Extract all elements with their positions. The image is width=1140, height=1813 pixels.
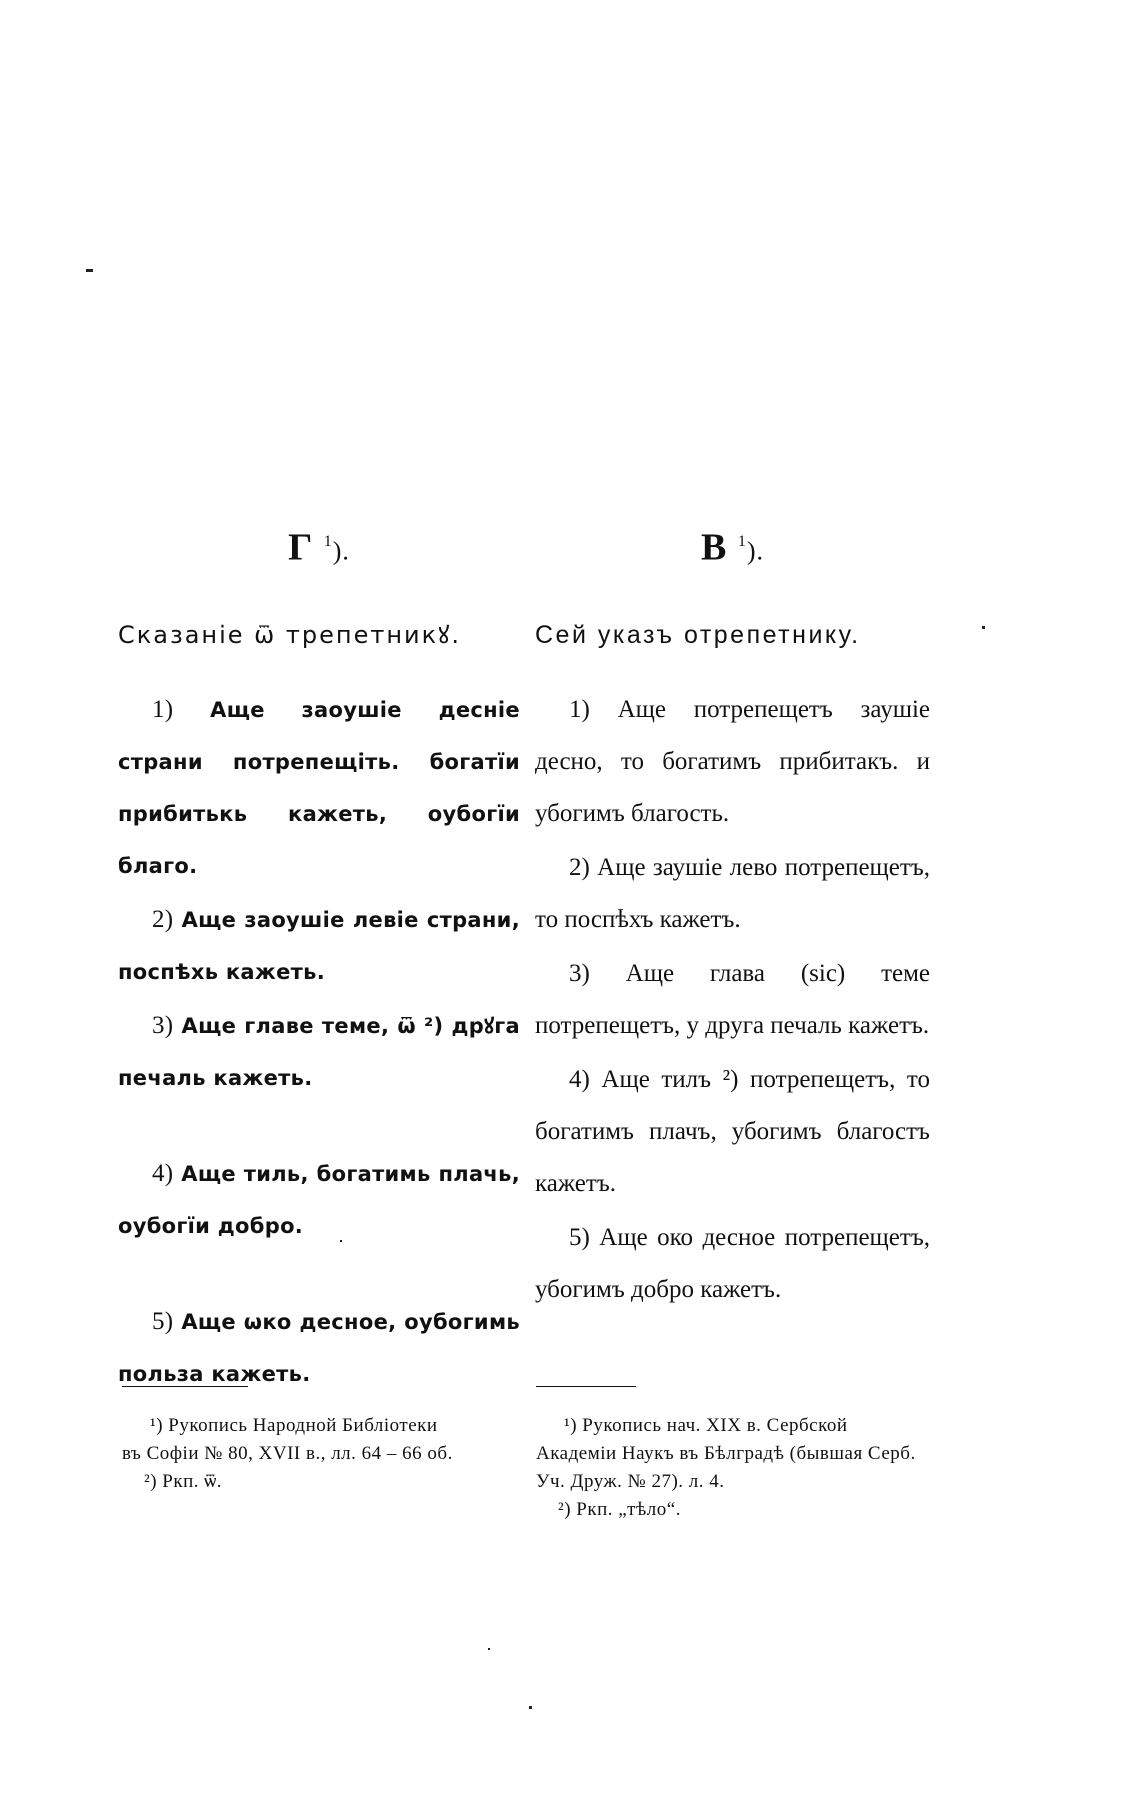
left-column	[118, 520, 520, 1400]
left-heading-paren: ).	[332, 536, 350, 566]
left-entry-3	[118, 1000, 520, 1104]
entry-text: Аще потрепещетъ заушіе десно, то богатимъ прибитакъ. и убогимъ благость.	[535, 696, 931, 827]
right-entry-2	[535, 842, 930, 946]
entry-text: Аще заоушіе десніе страни потрепещіть. богатїи прибитькь кажеть, оубогїи благо.	[118, 698, 520, 878]
entry-number: 2)	[152, 906, 174, 933]
right-entry-3	[535, 948, 930, 1052]
entry-number: 3)	[152, 1012, 174, 1039]
entry-number: 2)	[569, 854, 590, 881]
right-entry-5	[535, 1212, 930, 1316]
left-title: Сказаніе ѿ трепетникꙋ.	[118, 621, 461, 649]
left-entry-4	[118, 1148, 520, 1252]
scan-speck	[86, 269, 93, 272]
footnote-line: ²) Ркп. „тѣло“.	[558, 1499, 681, 1520]
footnote-line: ¹) Рукопись нач. XIX в. Сербской	[564, 1415, 848, 1436]
left-footnote-rule	[122, 1386, 248, 1387]
entry-text: Аще тилъ ²) потрепещетъ, то богатимъ плачъ, убогимъ благостъ кажетъ.	[535, 1066, 931, 1197]
right-footnotes	[536, 1412, 928, 1524]
right-heading-letter: В	[700, 526, 728, 569]
right-footnote-rule	[536, 1386, 636, 1387]
right-entry-1	[535, 684, 930, 840]
left-heading-letter: Г	[288, 526, 314, 569]
left-column-heading	[118, 520, 520, 569]
scan-speck	[529, 1706, 532, 1709]
left-entry-1	[118, 684, 520, 892]
left-heading-footnote-mark: 1	[323, 533, 333, 550]
entry-number: 1)	[152, 696, 174, 723]
right-column-heading	[535, 520, 930, 569]
entry-text: Аще заушіе лево потрепещетъ, то поспѣхъ кажетъ.	[535, 854, 931, 933]
right-column	[535, 520, 930, 1316]
right-title: Сей указъ отрепетнику.	[535, 621, 861, 649]
right-heading-paren: ).	[746, 536, 765, 566]
entry-text: Аще глава (sic) теме потрепещетъ, у друга печаль кажетъ.	[535, 960, 931, 1039]
entry-text: Аще главе теме, ѿ ²) дрꙋга печаль кажеть.	[118, 1014, 520, 1090]
right-entry-4	[535, 1054, 930, 1210]
right-heading-footnote-mark: 1	[737, 533, 747, 550]
entry-text: Аще ѡко десное, оубогимь польза кажеть.	[118, 1310, 520, 1386]
footnote-line: Академіи Наукъ въ Бѣлградѣ (бывшая Серб. Уч. Друж. № 27). л. 4.	[536, 1443, 916, 1492]
entry-text: Аще тиль, богатимь плачь, оубогїи добро.	[118, 1162, 520, 1238]
entry-text: Аще око десное потрепещетъ, убогимъ добро кажетъ.	[535, 1224, 930, 1303]
scan-speck	[488, 1648, 490, 1650]
entry-number: 4)	[569, 1066, 590, 1093]
footnote-line: ¹) Рукопись Народной Библіотеки	[150, 1415, 438, 1436]
left-entry-2	[118, 894, 520, 998]
entry-number: 5)	[152, 1308, 174, 1335]
scan-speck	[982, 626, 985, 629]
entry-number: 4)	[152, 1160, 174, 1187]
entry-text: Аще заоушіе левіе страни, поспѣхь кажеть.	[118, 908, 520, 984]
footnote-line: ²) Ркп. ѿ.	[144, 1471, 223, 1492]
entry-number: 3)	[569, 960, 590, 987]
entry-number: 5)	[569, 1224, 590, 1251]
left-entry-5	[118, 1296, 520, 1400]
left-footnotes	[122, 1412, 518, 1496]
entry-number: 1)	[569, 696, 590, 723]
footnote-line: въ Софіи № 80, XVII в., лл. 64 – 66 об.	[122, 1443, 453, 1464]
